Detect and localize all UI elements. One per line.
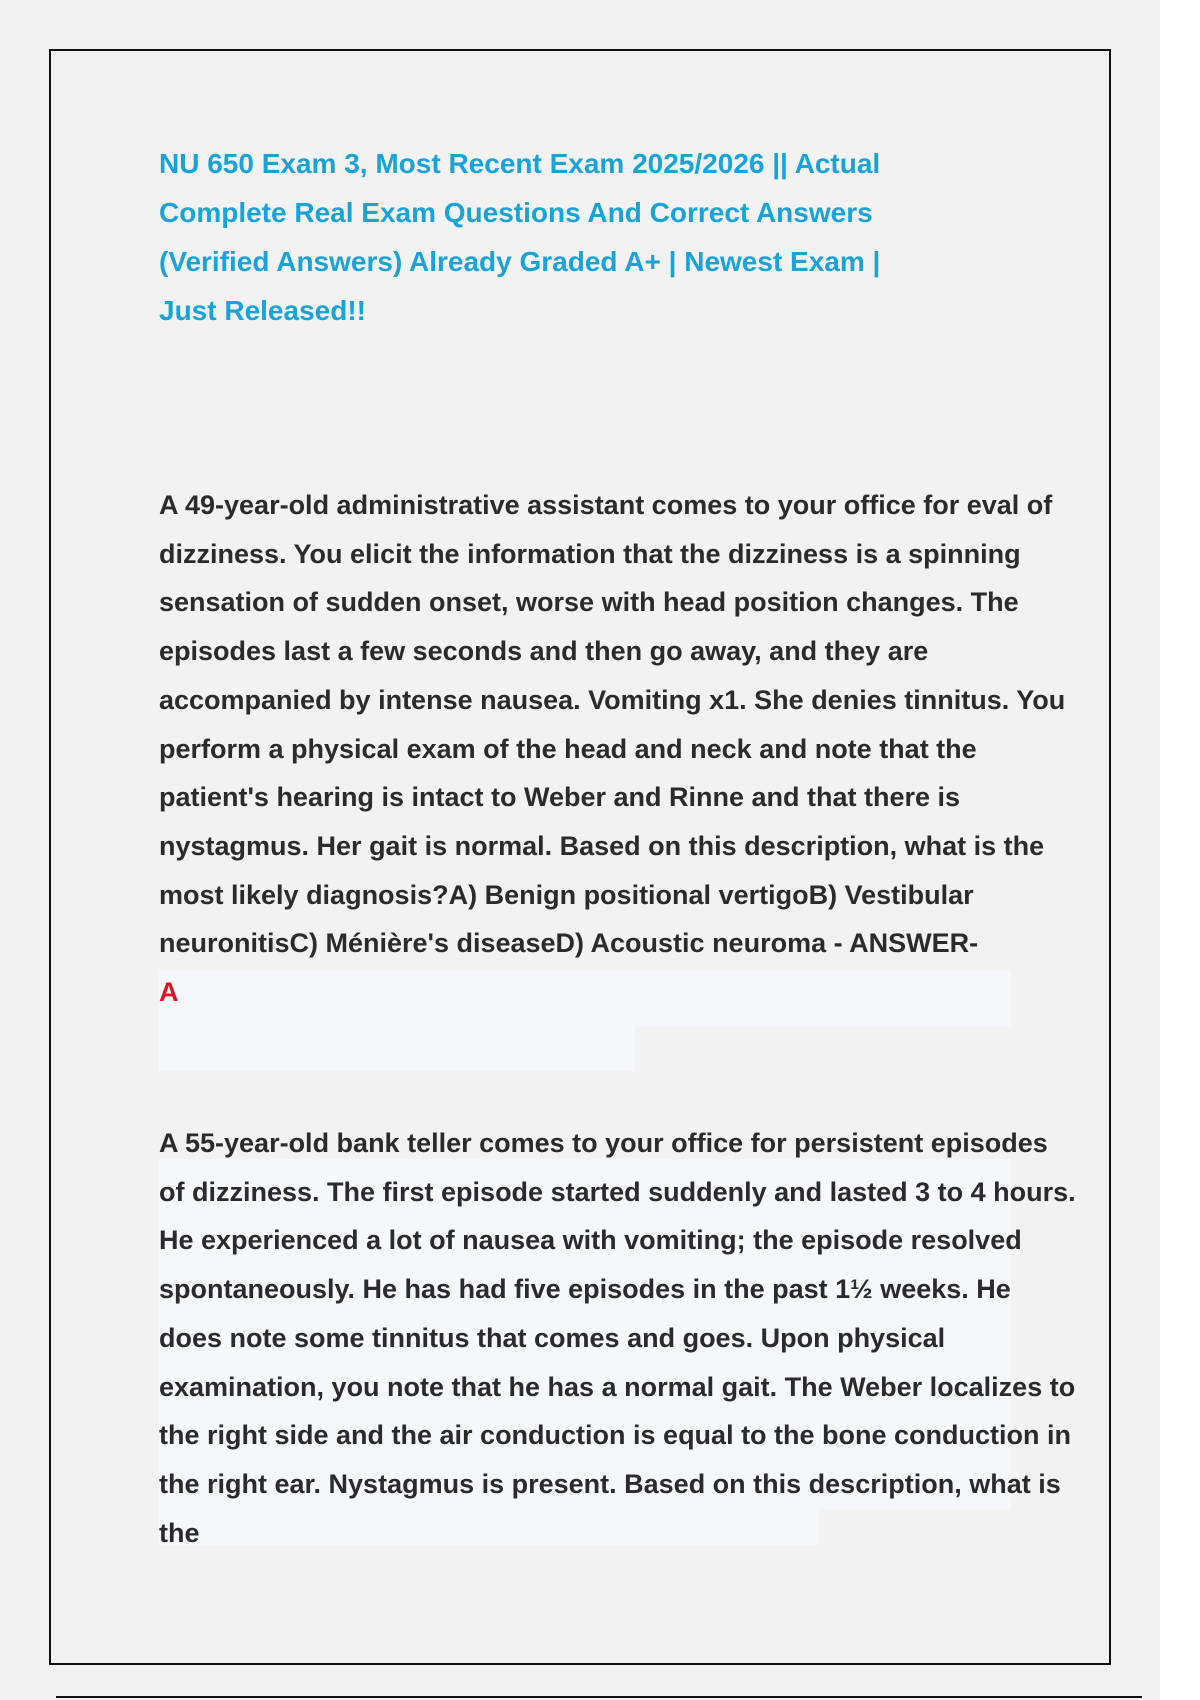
right-gutter [1160,0,1200,1700]
question-2-text: A 55-year-old bank teller comes to your office for persistent episodes of dizziness. The first episode started suddenly and lasted 3 to 4 hours. He experienced a lot of nausea with vomiting; the episode resolved spontaneously. He has had five episodes in the past 1½ weeks. He does note some tinnitus that comes and goes. Upon physical examination, you note that he has a normal gait. The Weber localizes to the right side and the air conduction is equal to the bone conduction in the right ear. Nystagmus is present. Based on this description, what is the [159,1128,1076,1548]
document-page [49,49,1111,1665]
question-1-text: A 49-year-old administrative assistant comes to your office for eval of dizziness. You elicit the information that the dizziness is a spinning sensation of sudden onset, worse with head position changes. The episodes last a few seconds and then go away, and they are accompanied by intense nausea. Vomiting x1. She denies tinnitus. You perform a physical exam of the head and neck and note that the patient's hearing is intact to Weber and Rinne and that there is nystagmus. Her gait is normal. Based on this description, what is the most likely diagnosis?A) Benign positional vertigoB) Vestibular neuronitisC) Ménière's diseaseD) Acoustic neuroma - ANSWER- [159,490,1066,959]
question-2 [159,1119,1079,1557]
page-bottom-rule [56,1696,1142,1698]
question-1 [159,481,1079,1017]
text-highlight [159,1027,635,1071]
document-title: NU 650 Exam 3, Most Recent Exam 2025/2026 || Actual Complete Real Exam Questions And Correct Answers (Verified Answers) Already Graded A+ | Newest Exam | Just Released!! [159,148,881,326]
question-1-answer: A [159,977,179,1008]
